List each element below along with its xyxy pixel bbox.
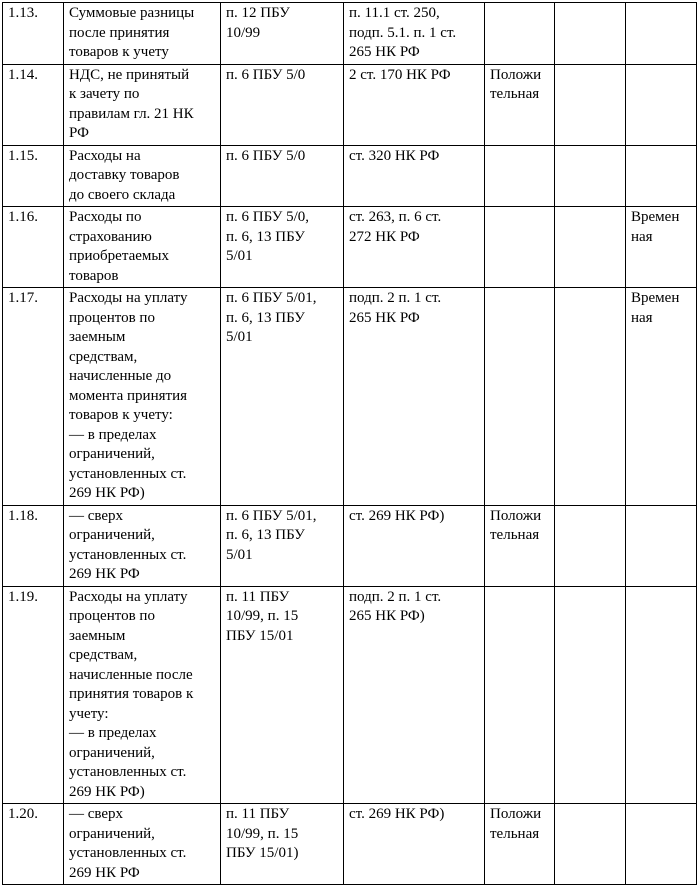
item-name-cell: Расходы на доставку товаров до своего склада xyxy=(64,145,221,207)
pbu-reference-cell: п. 12 ПБУ 10/99 xyxy=(221,3,344,65)
tax-code-reference-cell: п. 11.1 ст. 250, подп. 5.1. п. 1 ст. 265 НК РФ xyxy=(344,3,485,65)
tax-code-reference-cell: подп. 2 п. 1 ст. 265 НК РФ) xyxy=(344,586,485,804)
empty-cell xyxy=(555,804,626,885)
row-number-cell: 1.13. xyxy=(3,3,64,65)
item-name-cell: Суммовые разницы после принятия товаров к учету xyxy=(64,3,221,65)
difference-type-cell: Положи тельная xyxy=(485,64,555,145)
table-row xyxy=(3,64,697,145)
row-number-cell: 1.18. xyxy=(3,505,64,586)
table-row xyxy=(3,505,697,586)
pbu-reference-cell: п. 6 ПБУ 5/0 xyxy=(221,145,344,207)
empty-cell xyxy=(555,145,626,207)
difference-type-cell xyxy=(485,586,555,804)
pbu-reference-cell: п. 6 ПБУ 5/01, п. 6, 13 ПБУ 5/01 xyxy=(221,288,344,506)
table-row xyxy=(3,3,697,65)
accounting-differences-table xyxy=(2,2,697,885)
tax-code-reference-cell: ст. 320 НК РФ xyxy=(344,145,485,207)
item-name-cell: — сверх ограничений, установленных ст. 269 НК РФ xyxy=(64,804,221,885)
pbu-reference-cell: п. 11 ПБУ 10/99, п. 15 ПБУ 15/01 xyxy=(221,586,344,804)
temporary-difference-cell xyxy=(626,3,697,65)
empty-cell xyxy=(555,3,626,65)
table-row xyxy=(3,145,697,207)
empty-cell xyxy=(555,505,626,586)
pbu-reference-cell: п. 11 ПБУ 10/99, п. 15 ПБУ 15/01) xyxy=(221,804,344,885)
difference-type-cell xyxy=(485,145,555,207)
empty-cell xyxy=(555,207,626,288)
temporary-difference-cell: Времен ная xyxy=(626,288,697,506)
difference-type-cell xyxy=(485,207,555,288)
temporary-difference-cell: Времен ная xyxy=(626,207,697,288)
tax-code-reference-cell: 2 ст. 170 НК РФ xyxy=(344,64,485,145)
pbu-reference-cell: п. 6 ПБУ 5/0 xyxy=(221,64,344,145)
item-name-cell: Расходы на уплату процентов по заемным средствам, начисленные до момента принятия товаров к учету: — в пределах ограничений, установленных ст. 269 НК РФ) xyxy=(64,288,221,506)
temporary-difference-cell xyxy=(626,64,697,145)
temporary-difference-cell xyxy=(626,804,697,885)
item-name-cell: Расходы на уплату процентов по заемным средствам, начисленные после принятия товаров к учету: — в пределах ограничений, установленных ст. 269 НК РФ) xyxy=(64,586,221,804)
tax-code-reference-cell: ст. 269 НК РФ) xyxy=(344,505,485,586)
difference-type-cell xyxy=(485,3,555,65)
table-row xyxy=(3,207,697,288)
tax-code-reference-cell: ст. 269 НК РФ) xyxy=(344,804,485,885)
table-row xyxy=(3,804,697,885)
tax-code-reference-cell: ст. 263, п. 6 ст. 272 НК РФ xyxy=(344,207,485,288)
row-number-cell: 1.14. xyxy=(3,64,64,145)
row-number-cell: 1.20. xyxy=(3,804,64,885)
temporary-difference-cell xyxy=(626,145,697,207)
difference-type-cell: Положи тельная xyxy=(485,804,555,885)
pbu-reference-cell: п. 6 ПБУ 5/01, п. 6, 13 ПБУ 5/01 xyxy=(221,505,344,586)
empty-cell xyxy=(555,64,626,145)
difference-type-cell: Положи тельная xyxy=(485,505,555,586)
tax-code-reference-cell: подп. 2 п. 1 ст. 265 НК РФ xyxy=(344,288,485,506)
item-name-cell: НДС, не принятый к зачету по правилам гл. 21 НК РФ xyxy=(64,64,221,145)
row-number-cell: 1.17. xyxy=(3,288,64,506)
empty-cell xyxy=(555,288,626,506)
row-number-cell: 1.15. xyxy=(3,145,64,207)
difference-type-cell xyxy=(485,288,555,506)
pbu-reference-cell: п. 6 ПБУ 5/0, п. 6, 13 ПБУ 5/01 xyxy=(221,207,344,288)
empty-cell xyxy=(555,586,626,804)
row-number-cell: 1.16. xyxy=(3,207,64,288)
table-body xyxy=(3,3,697,885)
temporary-difference-cell xyxy=(626,586,697,804)
row-number-cell: 1.19. xyxy=(3,586,64,804)
table-row xyxy=(3,586,697,804)
table-row xyxy=(3,288,697,506)
temporary-difference-cell xyxy=(626,505,697,586)
item-name-cell: Расходы по страхованию приобретаемых товаров xyxy=(64,207,221,288)
item-name-cell: — сверх ограничений, установленных ст. 269 НК РФ xyxy=(64,505,221,586)
